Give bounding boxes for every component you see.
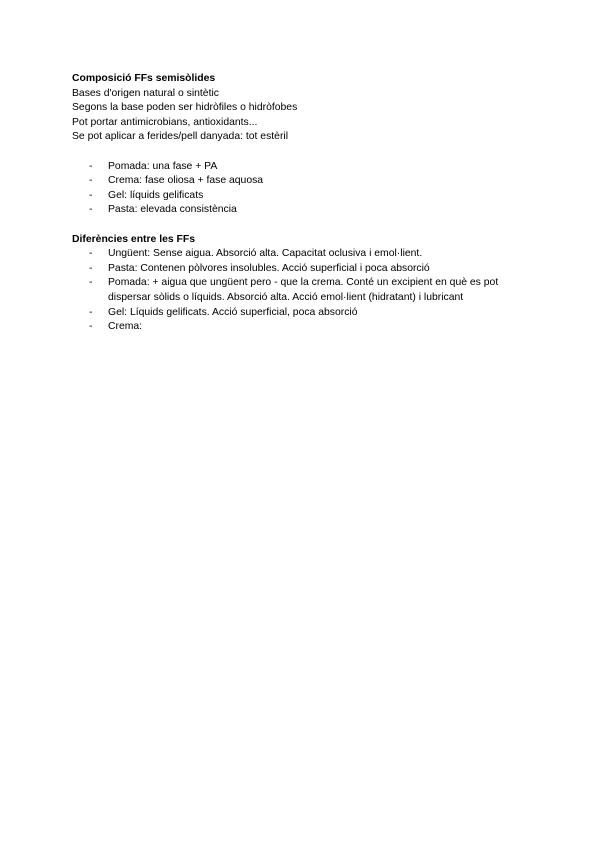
dash-bullet: -: [89, 277, 93, 289]
dash-bullet: -: [89, 175, 93, 187]
dash-bullet: -: [89, 248, 93, 260]
list-item-text: Ungüent: Sense aigua. Absorció alta. Capacitat oclusiva i emol·lient.: [108, 248, 423, 260]
text-line: Bases d'origen natural o sintètic: [72, 87, 219, 99]
text-line: Pot portar antimicrobians, antioxidants...: [72, 116, 258, 128]
differences-list: [72, 247, 542, 335]
list-item: [72, 174, 542, 189]
list-item: [72, 160, 542, 175]
list-item-text: Crema: fase oliosa + fase aquosa: [108, 175, 264, 187]
dash-bullet: -: [89, 321, 93, 333]
list-item: [72, 276, 542, 305]
list-item: [72, 203, 542, 218]
document-page: [72, 72, 542, 335]
list-item-text-continuation: dispersar sòlids o líquids. Absorció alta. Acció emol·lient (hidratant) i lubricant: [108, 291, 464, 303]
dash-bullet: -: [89, 262, 93, 274]
list-item: [72, 262, 542, 277]
list-item-text: Pasta: elevada consistència: [108, 204, 237, 216]
list-item-text: Pomada: + aigua que ungüent pero - que la crema. Conté un excipient en què es pot: [108, 277, 499, 289]
list-item-text: Gel: líquids gelificats: [108, 189, 204, 201]
list-item: [72, 247, 542, 262]
dash-bullet: -: [89, 204, 93, 216]
list-item: [72, 306, 542, 321]
text-line: Se pot aplicar a ferides/pell danyada: tot estèril: [72, 131, 289, 143]
paragraph-spacer: [72, 218, 542, 233]
list-item-text: Pasta: Contenen pòlvores insolubles. Acció superficial i poca absorció: [108, 262, 430, 274]
section-heading-composicio: Composició FFs semisòlides: [72, 73, 216, 84]
section-heading-diferencies: Diferències entre les FFs: [72, 233, 196, 245]
text-line: Segons la base poden ser hidròfiles o hidròfobes: [72, 102, 298, 114]
list-item: [72, 189, 542, 204]
list-item-text: Gel: Líquids gelificats. Acció superficial, poca absorció: [108, 306, 358, 318]
dash-bullet: -: [89, 160, 93, 172]
dash-bullet: -: [89, 306, 93, 318]
forms-list: [72, 160, 542, 218]
list-item: [72, 320, 542, 335]
list-item-text: Crema:: [108, 321, 143, 333]
paragraph-spacer: [72, 145, 542, 160]
dash-bullet: -: [89, 189, 93, 201]
list-item-text: Pomada: una fase + PA: [108, 160, 218, 172]
